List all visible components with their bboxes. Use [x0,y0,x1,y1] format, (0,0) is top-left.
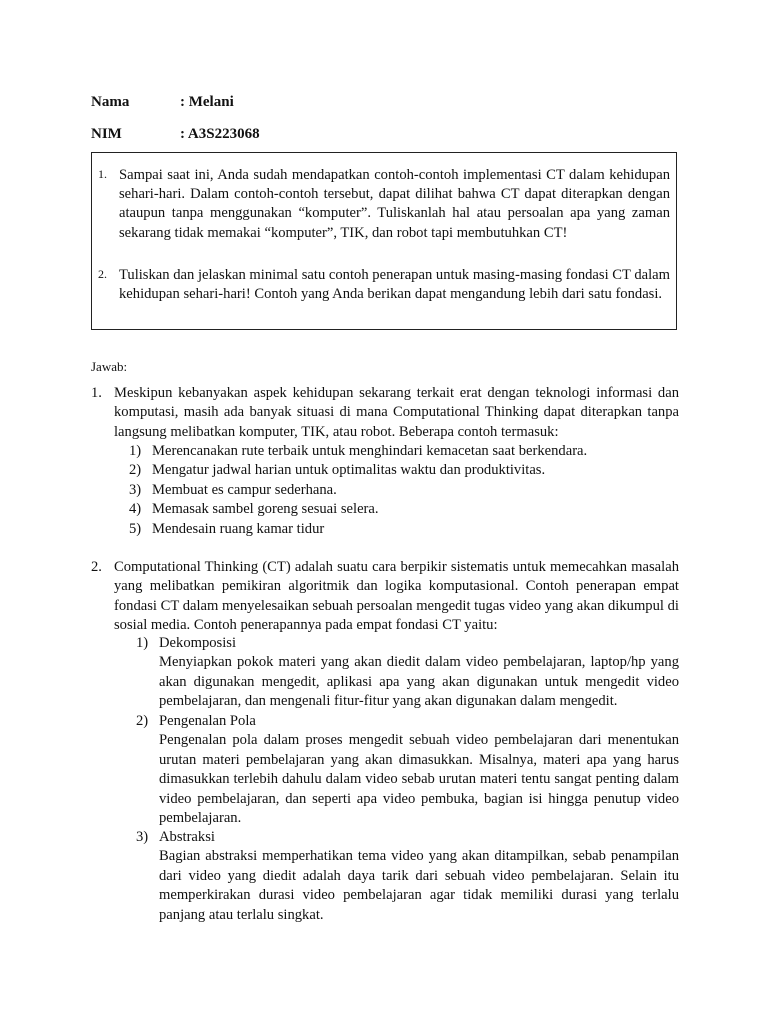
question-box [91,152,677,330]
nim-value: : A3S223068 [180,126,260,142]
answer-intro: Meskipun kebanyakan aspek kehidupan sekarang terkait erat dengan teknologi informasi dan komputasi, masih ada banyak situasi di mana Computational Thinking dapat diterapkan tanpa langsung melibatkan komputer, TIK, atau robot. Beberapa contoh termasuk: [114,385,679,440]
nim-label: NIM [91,126,122,142]
name-value: : Melani [180,94,234,110]
list-item [129,461,679,480]
list-item-number: 1) [129,443,142,459]
list-item [129,520,679,539]
list-item-text: Memasak sambel goreng sesuai selera. [152,501,379,518]
section-text: Menyiapkan pokok materi yang akan diedit dalam video pembelajaran, laptop/hp yang akan digunakan mengedit, aplikasi apa yang akan digunakan untuk mengedit video pembelajaran, dan mengenali fitur-fitur yang akan digunakan dalam mengedit. [159,654,679,710]
answer-intro: Computational Thinking (CT) adalah suatu cara berpikir sistematis untuk memecahkan masalah yang melibatkan pemikiran algoritmik dan logika komputasional. Contoh penerapan empat fondasi CT dalam menyelesaikan sebuah persoalan mengedit tugas video yang akan dikumpul di sosial media. Contoh penerapannya pada empat fondasi CT yaitu: [114,559,679,634]
list-item-number: 3) [129,481,142,498]
question-number: 1. [98,167,107,181]
section-number: 2) [136,713,149,729]
list-item-text: Membuat es campur sederhana. [152,481,337,498]
list-item [129,481,679,500]
list-item [129,442,679,461]
question-number: 2. [98,267,107,281]
list-item-number: 4) [129,501,142,518]
list-item-text: Merencanakan rute terbaik untuk menghindari kemacetan saat berkendara. [152,443,588,459]
answer-number: 1. [91,385,102,401]
list-item-text: Mengatur jadwal harian untuk optimalitas waktu dan produktivitas. [152,462,546,479]
list-item-text: Mendesain ruang kamar tidur [152,520,325,537]
section-heading: Abstraksi [159,829,215,845]
section-number: 1) [136,635,149,651]
answer-1-list [129,442,679,539]
section-text: Bagian abstraksi memperhatikan tema video yang akan ditampilkan, sebab penampilan dari video yang diedit adalah daya tarik dari sebuah video pembelajaran. Selain itu memperkirakan durasi video pembelajaran agar tidak memiliki durasi yang terlalu panjang atau terlalu singkat. [159,848,679,923]
list-item-number: 2) [129,462,142,479]
question-text: Sampai saat ini, Anda sudah mendapatkan contoh-contoh implementasi CT dalam kehidupan sehari-hari. Dalam contoh-contoh tersebut, dapat dilihat bahwa CT dapat diterapkan dengan ataupun tanpa menggunakan “komputer”. Tuliskanlah hal atau persoalan apa yang zaman sekarang tidak memakai “komputer”, TIK, dan robot tapi membutuhkan CT! [119,167,670,241]
section-heading: Pengenalan Pola [159,713,256,729]
section-text: Pengenalan pola dalam proses mengedit sebuah video pembelajaran dari menentukan urutan materi pembelajaran yang akan dimasukkan. Misalnya, materi apa yang harus dimasukkan terlebih dahulu dalam video sebab urutan materi tentu sangat penting dalam video pembelajaran, dan seperti apa video pembuka, bagian isi hingga penutup video pembelajaran. [159,732,679,827]
section-number: 3) [136,829,149,845]
section-heading: Dekomposisi [159,635,237,651]
question-text: Tuliskan dan jelaskan minimal satu contoh penerapan untuk masing-masing fondasi CT dalam kehidupan sehari-hari! Contoh yang Anda berikan dapat mengandung lebih dari satu fondasi. [119,267,670,303]
name-label: Nama [91,94,130,110]
answer-label: Jawab: [91,359,128,374]
list-item-number: 5) [129,520,142,537]
list-item [129,500,679,519]
answer-number: 2. [91,559,102,575]
